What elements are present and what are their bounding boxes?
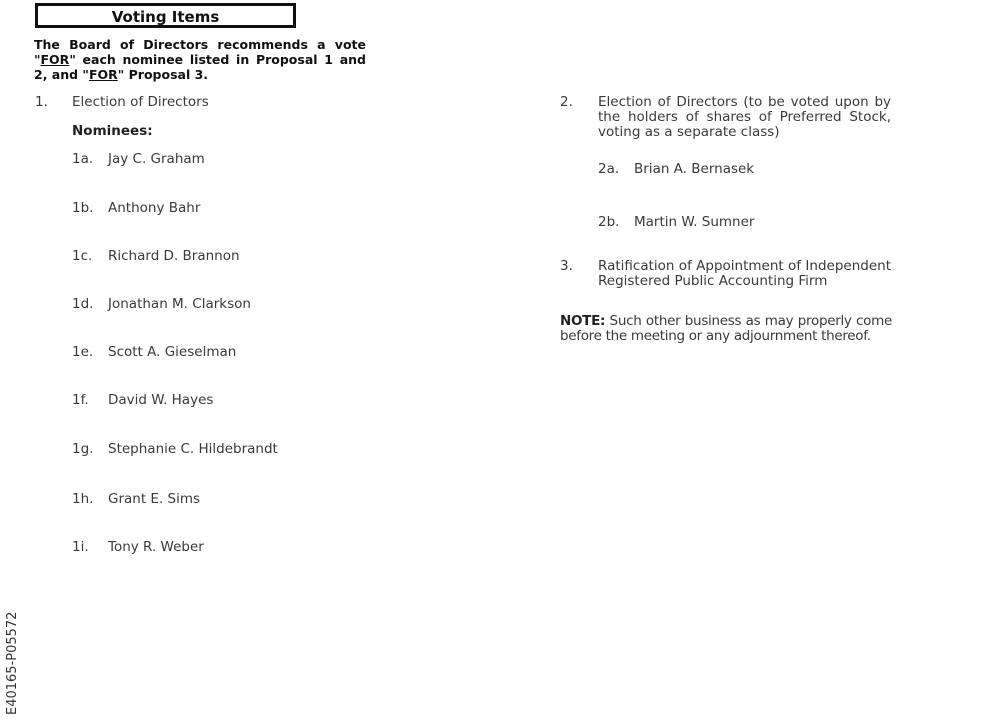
proposal-3-text: Ratification of Appointment of Independent Registered Public Accounting Firm bbox=[598, 258, 891, 289]
for-emphasis: FOR bbox=[40, 52, 70, 67]
nominee-name: Stephanie C. Hildebrandt bbox=[108, 441, 278, 457]
for-emphasis: FOR bbox=[88, 67, 118, 82]
nominee-name: Anthony Bahr bbox=[108, 200, 201, 216]
proposal-2-text: Election of Directors (to be voted upon by the holders of shares of Preferred Stock, voting as a separate class) bbox=[598, 94, 891, 140]
proposal-3-number: 3. bbox=[560, 258, 573, 274]
nominee-name: Brian A. Bernasek bbox=[634, 161, 755, 177]
voting-items-title: Voting Items bbox=[35, 3, 296, 28]
nominee-name: Martin W. Sumner bbox=[634, 214, 755, 230]
note-text: NOTE: Such other business as may properly come before the meeting or any adjournment thereof. bbox=[560, 313, 892, 344]
nominee-code: 1g. bbox=[72, 441, 94, 457]
note-label: NOTE: bbox=[560, 313, 606, 329]
nominee-code: 1a. bbox=[72, 151, 94, 167]
nominee-name: Jay C. Graham bbox=[108, 151, 205, 167]
side-document-code: E40165-P05572 bbox=[5, 611, 20, 715]
nominee-code: 1e. bbox=[72, 344, 94, 360]
proposal-1-text: Election of Directors bbox=[72, 94, 209, 110]
nominee-name: Scott A. Gieselman bbox=[108, 344, 237, 360]
proposal-1-number: 1. bbox=[35, 94, 48, 110]
nominee-code: 1c. bbox=[72, 248, 93, 264]
nominee-code: 2b. bbox=[598, 214, 620, 230]
nominee-code: 1d. bbox=[72, 296, 94, 312]
nominee-code: 1i. bbox=[72, 539, 89, 555]
nominee-name: Jonathan M. Clarkson bbox=[108, 296, 251, 312]
board-recommendation: The Board of Directors recommends a vote "FOR" each nominee listed in Proposal 1 and 2, and "FOR" Proposal 3. bbox=[34, 37, 366, 82]
proposal-2-number: 2. bbox=[560, 94, 573, 110]
nominee-code: 1h. bbox=[72, 491, 94, 507]
nominee-name: Tony R. Weber bbox=[108, 539, 204, 555]
nominees-label: Nominees: bbox=[72, 123, 153, 139]
nominee-code: 1b. bbox=[72, 200, 94, 216]
nominee-name: Richard D. Brannon bbox=[108, 248, 240, 264]
nominee-code: 2a. bbox=[598, 161, 620, 177]
nominee-name: Grant E. Sims bbox=[108, 491, 201, 507]
nominee-code: 1f. bbox=[72, 392, 89, 408]
nominee-name: David W. Hayes bbox=[108, 392, 214, 408]
